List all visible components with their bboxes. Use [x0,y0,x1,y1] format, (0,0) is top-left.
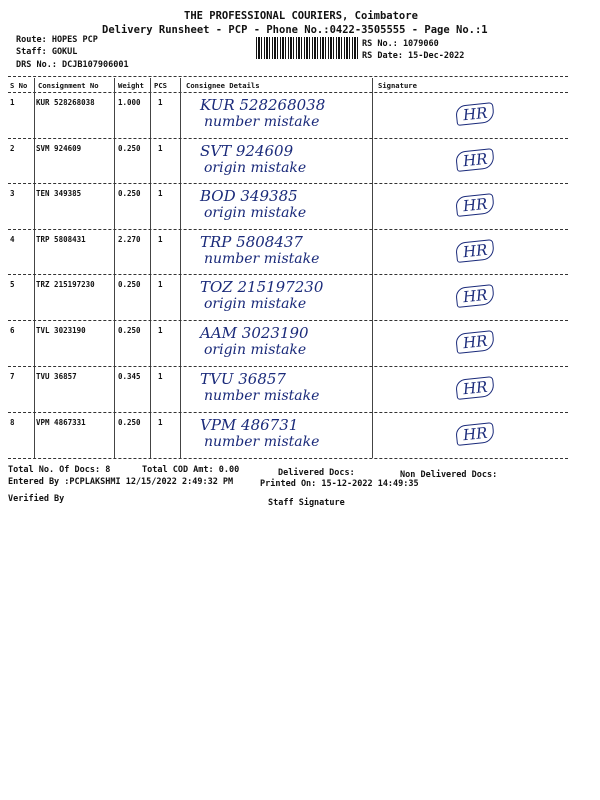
table-row [8,276,568,320]
col-header-consignment: Consignment No [38,81,99,90]
row-weight: 0.345 [118,372,141,381]
row-signature: HR [455,239,495,263]
row-sno: 8 [10,418,15,427]
row-signature: HR [455,193,495,217]
verified-by: Verified By [8,494,65,504]
row-signature: HR [455,102,495,126]
row-signature: HR [455,330,495,354]
row-signature: HR [455,284,495,308]
divider [8,320,568,321]
delivered-docs: Delivered Docs: [278,468,355,478]
rs-number: RS No.: 1079060 [362,39,439,49]
divider [8,183,568,184]
row-sno: 6 [10,326,15,335]
col-header-consignee: Consignee Details [186,81,260,90]
table-row [8,94,568,138]
row-consignment-no: TVU 36857 [36,372,77,381]
row-sno: 5 [10,280,15,289]
company-title: THE PROFESSIONAL COURIERS, Coimbatore [184,10,418,22]
table-row [8,414,568,458]
row-handwritten-consignment: VPM 486731 [200,416,299,434]
printed-on: Printed On: 15-12-2022 14:49:35 [260,479,419,489]
row-handwritten-consignment: TRP 5808437 [200,233,303,251]
row-handwritten-note: origin mistake [204,342,307,358]
route-label: Route: HOPES PCP [16,35,98,45]
row-handwritten-note: number mistake [204,114,320,130]
drs-number: DRS No.: DCJB107906001 [16,60,129,70]
row-consignment-no: KUR 528268038 [36,98,95,107]
divider [8,412,568,413]
entered-by: Entered By :PCPLAKSHMI 12/15/2022 2:49:32 PM [8,477,234,487]
row-handwritten-note: origin mistake [204,205,307,221]
row-handwritten-note: number mistake [204,388,320,404]
row-handwritten-note: number mistake [204,434,320,450]
row-handwritten-note: number mistake [204,251,320,267]
row-handwritten-consignment: AAM 3023190 [200,324,309,342]
row-consignment-no: TEN 349385 [36,189,82,198]
total-docs: Total No. Of Docs: 8 [8,465,111,475]
row-sno: 7 [10,372,15,381]
row-weight: 0.250 [118,326,141,335]
row-handwritten-consignment: TVU 36857 [200,370,286,388]
row-signature: HR [455,422,495,446]
row-handwritten-note: origin mistake [204,296,307,312]
row-handwritten-consignment: KUR 528268038 [200,96,326,114]
row-consignment-no: TRP 5808431 [36,235,86,244]
row-pcs: 1 [158,98,163,107]
row-pcs: 1 [158,372,163,381]
row-handwritten-consignment: SVT 924609 [200,142,294,160]
row-weight: 0.250 [118,418,141,427]
row-handwritten-consignment: BOD 349385 [200,187,298,205]
row-sno: 2 [10,144,15,153]
row-consignment-no: SVM 924609 [36,144,82,153]
row-sno: 4 [10,235,15,244]
divider [8,458,568,459]
row-pcs: 1 [158,418,163,427]
row-weight: 0.250 [118,280,141,289]
rs-date: RS Date: 15-Dec-2022 [362,51,465,61]
row-consignment-no: TRZ 215197230 [36,280,95,289]
row-weight: 0.250 [118,144,141,153]
runsheet-title: Delivery Runsheet - PCP - Phone No.:0422-3505555 - Page No.:1 [102,24,488,36]
barcode-image [256,37,358,59]
row-weight: 1.000 [118,98,141,107]
divider [8,138,568,139]
row-signature: HR [455,376,495,400]
row-pcs: 1 [158,280,163,289]
staff-label: Staff: GOKUL [16,47,78,57]
row-sno: 1 [10,98,15,107]
row-consignment-no: TVL 3023190 [36,326,86,335]
divider [8,366,568,367]
divider [8,274,568,275]
row-pcs: 1 [158,144,163,153]
row-pcs: 1 [158,235,163,244]
table-row [8,185,568,229]
staff-signature: Staff Signature [268,498,345,508]
col-header-weight: Weight [118,81,144,90]
divider [8,92,568,93]
row-pcs: 1 [158,189,163,198]
col-header-pcs: PCS [154,81,167,90]
row-pcs: 1 [158,326,163,335]
col-header-signature: Signature [378,81,417,90]
table-row [8,140,568,184]
row-signature: HR [455,148,495,172]
row-sno: 3 [10,189,15,198]
row-consignment-no: VPM 4867331 [36,418,86,427]
row-handwritten-note: origin mistake [204,160,307,176]
table-row [8,231,568,275]
row-weight: 0.250 [118,189,141,198]
divider [8,229,568,230]
table-row [8,322,568,366]
row-handwritten-consignment: TOZ 215197230 [200,278,324,296]
col-header-sno: S No [10,81,28,90]
divider [8,76,568,77]
total-cod: Total COD Amt: 0.00 [142,465,240,475]
non-delivered-docs: Non Delivered Docs: [400,470,498,480]
table-row [8,368,568,412]
row-weight: 2.270 [118,235,141,244]
